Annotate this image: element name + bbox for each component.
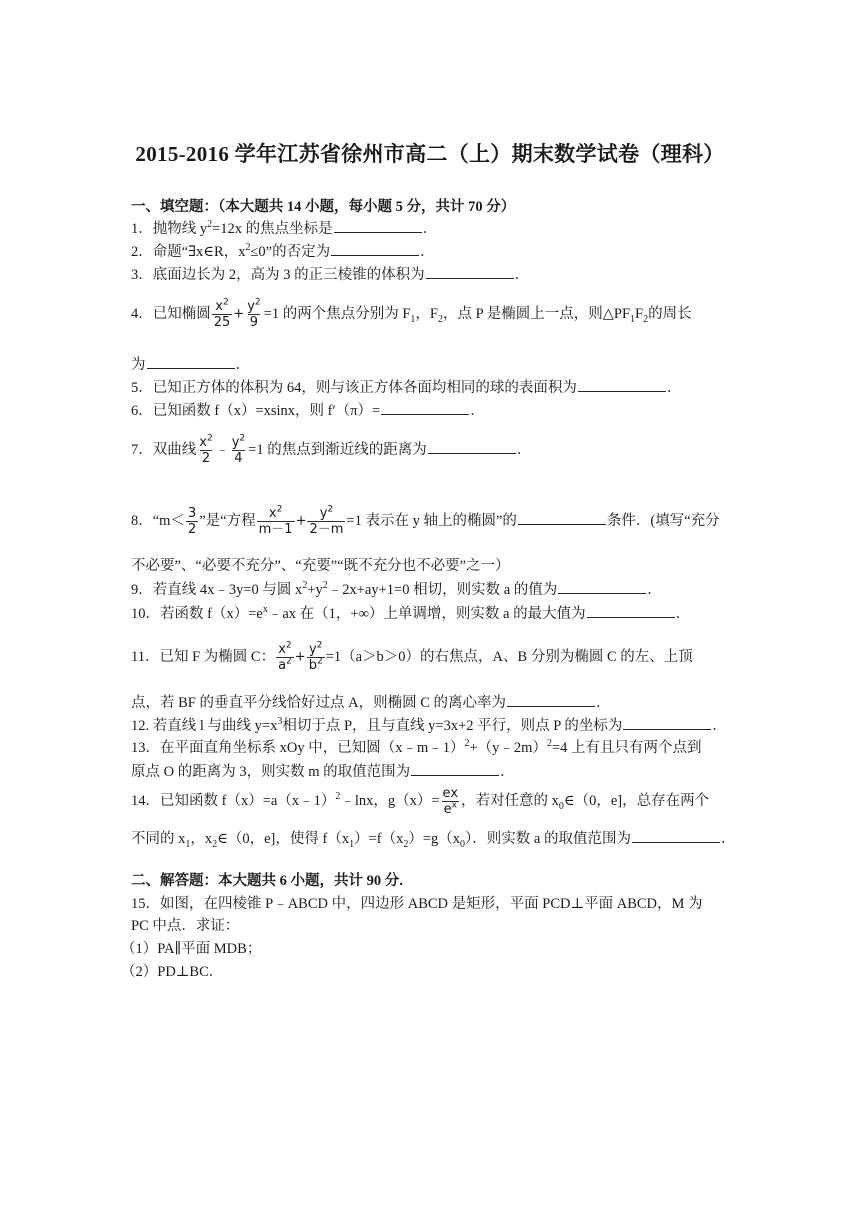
question-14: 14．已知函数 f（x）=a（x﹣1）$^2$﹣lnx，g（x）= $\frac{ex}{e^x}$ ，若对任意的 $x_0\in(0$，e]，总存在两个: [131, 786, 710, 818]
answer-blank: [632, 828, 720, 843]
question-5: 5．已知正方体的体积为 64，则与该正方体各面均相同的球的表面积为 ．: [131, 377, 731, 398]
answer-blank: [381, 400, 469, 415]
answer-blank: [587, 603, 675, 618]
answer-blank: [411, 761, 499, 776]
question-15: 15．如图，在四棱锥 P﹣ABCD 中，四边形 ABCD 是矩形，平面 PCD⊥平面 ABCD，M 为: [131, 896, 703, 912]
answer-blank: [623, 715, 711, 730]
question-15-cont: PC 中点．求证：: [131, 918, 240, 934]
question-2: 2．命题“∃x∈R，$x^2\le 0$”的否定为 ．: [131, 242, 435, 260]
question-11-cont: 点，若 BF 的垂直平分线恰好过点 A，则椭圆 C 的离心率为 ．: [131, 692, 731, 713]
question-14-cont: 不同的 $x_1$，$x_2\in(0$，e]，使得 $f(x_1)=f(x_2)=g(x_0)$．则实数 a 的取值范围为 ．: [131, 828, 731, 849]
question-1: 1．抛物线 $y^2=12x$ 的焦点坐标是 ．: [131, 219, 438, 237]
question-11: 11．已知 F 为椭圆 C： $\frac{x^2}{a^2}$ + $\frac{y^2}{b^2}$ =1（a＞b＞0）的右焦点，A、B 分别为椭圆 C 的左、上顶: [131, 640, 693, 674]
answer-blank: [578, 377, 666, 392]
formula-fraction: $\frac{x^2}{25}$: [213, 297, 231, 331]
question-4: 4．已知椭圆 $\frac{x^2}{25}$ + $\frac{y^2}{9}$ =1 的两个焦点分别为 $F_1$，$F_2$，点 P 是椭圆上一点，则$\triangle PF_1F_2$的周长: [131, 297, 692, 331]
formula-fraction: $\frac{y^2}{4}$: [231, 433, 246, 467]
question-15-part-1: （1）PA∥平面 MDB；: [121, 941, 262, 957]
answer-blank: [558, 579, 646, 594]
question-3: 3．底面边长为 2，高为 3 的正三棱锥的体积为 ．: [131, 264, 731, 285]
answer-blank: [518, 510, 606, 525]
formula-fraction: $\frac{y^2}{9}$: [247, 297, 261, 331]
formula-fraction: $\frac{x^2}{a^2}$: [278, 640, 292, 674]
question-7: 7．双曲线 $\frac{x^2}{2}$ ﹣ $\frac{y^2}{4}$ =1 的焦点到渐近线的距离为 ．: [131, 433, 532, 467]
answer-blank: [331, 241, 419, 256]
question-13: 13．在平面直角坐标系 xOy 中，已知圆（x﹣m﹣1）$^2$+（y﹣2m）$^2$=4 上有且只有两个点到: [131, 738, 702, 756]
formula-fraction: $\frac{x^2}{m-1}$: [258, 504, 293, 538]
question-6: 6．已知函数 f（x）=xsinx，则 f′（π）= ．: [131, 400, 731, 421]
page-title: 2015-2016 学年江苏省徐州市高二（上）期末数学试卷（理科）: [135, 142, 725, 166]
answer-blank: [147, 354, 235, 369]
answer-blank: [334, 218, 422, 233]
question-8-cont: 不必要”、“必要不充分”、“充要”“既不充分也不必要”之一）: [131, 558, 510, 574]
answer-blank: [507, 692, 595, 707]
question-8: 8．“m＜ $\frac{3}{2}$ ”是“方程 $\frac{x^2}{m-1}$ + $\frac{y^2}{2-m}$ =1 表示在 y 轴上的椭圆”的 条件．(填写“充分: [131, 504, 720, 538]
question-10: 10．若函数 $f(x)=e^x﹣ax$ 在（1，+∞）上单调增，则实数 a 的最大值为 ．: [131, 604, 691, 622]
formula-fraction: $\frac{y^2}{b^2}$: [308, 640, 323, 674]
question-13-cont: 原点 O 的距离为 3，则实数 m 的取值范围为 ．: [131, 761, 731, 782]
question-9: 9．若直线 4x﹣3y=0 与圆 $x^2+y^2﹣2x+ay+1=0$ 相切，则实数 a 的值为 ．: [131, 580, 662, 598]
formula-fraction: $\frac{3}{2}$: [187, 506, 197, 538]
formula-fraction: $\frac{y^2}{2-m}$: [309, 504, 344, 538]
formula-fraction: $\frac{x^2}{2}$: [199, 433, 213, 467]
question-4-cont: 为 ．: [131, 354, 731, 375]
question-15-part-2: （2）PD⊥BC．: [121, 964, 224, 980]
answer-blank: [428, 439, 516, 454]
section-solve-header: 二、解答题：本大题共 6 小题，共计 90 分.: [131, 873, 403, 889]
question-12: 12. 若直线 l 与曲线 $y=x^3$相切于点 P，且与直线 y=3x+2 平行，则点 P 的坐标为 ．: [131, 716, 727, 734]
section-fill-in-header: 一、填空题：（本大题共 14 小题，每小题 5 分，共计 70 分）: [131, 199, 516, 215]
formula-fraction: $\frac{ex}{e^x}$: [442, 786, 459, 818]
answer-blank: [426, 264, 514, 279]
